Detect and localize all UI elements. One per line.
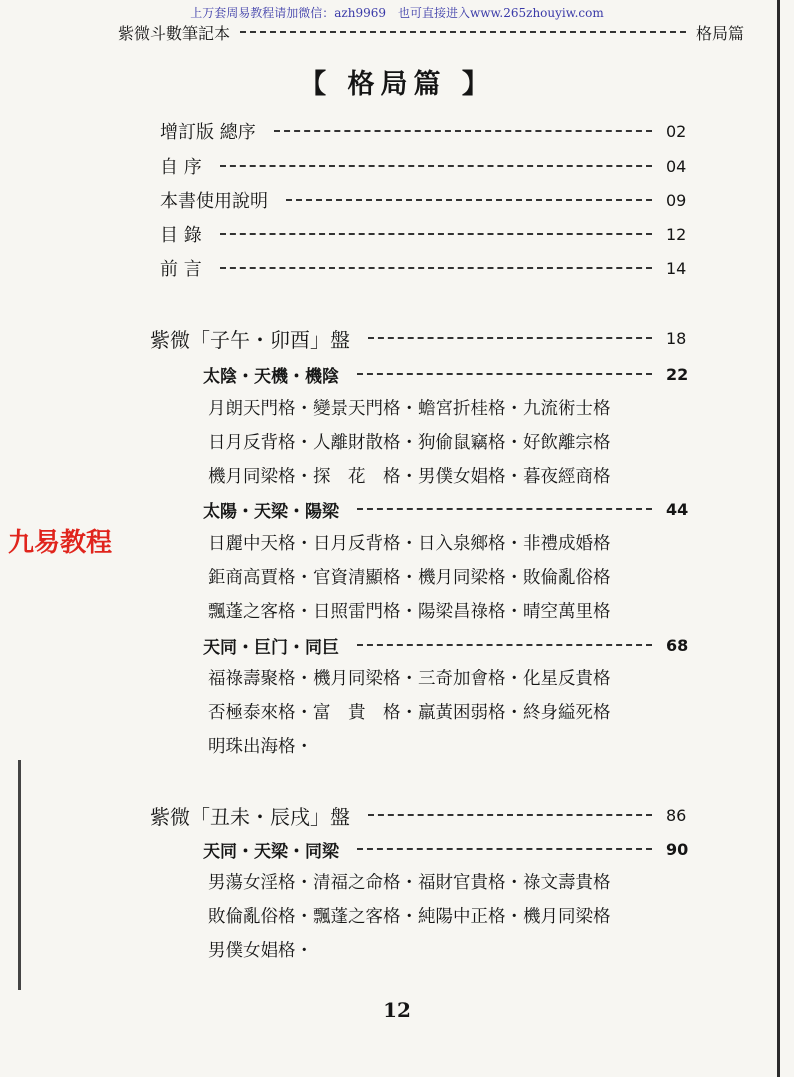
toc-page-number: 14 (666, 258, 687, 278)
pattern-line: 否極泰來格・富 貴 格・羸黃困弱格・終身縊死格 (208, 703, 611, 723)
section-heading (150, 800, 692, 830)
toc-page-number: 18 (666, 328, 687, 348)
pattern-line: 機月同梁格・探 花 格・男僕女娼格・暮夜經商格 (208, 467, 611, 487)
toc-page-number: 68 (666, 635, 689, 655)
toc-page-number: 86 (666, 805, 687, 825)
group-title: 天同・天梁・同梁 (203, 841, 339, 862)
pattern-line: 鉅商高賈格・官資清顯格・機月同梁格・敗倫亂俗格 (208, 568, 611, 588)
dash-leader (357, 508, 652, 510)
toc-entry (160, 151, 692, 181)
pattern-line: 男僕女娼格・ (208, 941, 313, 961)
pattern-line: 飄蓬之客格・日照雷門格・陽梁昌祿格・晴空萬里格 (208, 602, 611, 622)
toc-entry (160, 185, 692, 215)
dash-leader (220, 165, 652, 167)
toc-page-number: 22 (666, 364, 689, 384)
toc-page-number: 90 (666, 839, 689, 859)
pattern-list (208, 866, 678, 968)
pattern-line: 月朗天門格・變景天門格・蟾宮折桂格・九流術士格 (208, 399, 611, 419)
page-title: 【 格局篇 】 (299, 69, 495, 100)
toc-page-number: 04 (666, 156, 687, 176)
book-title: 紫微斗數筆記本 (118, 23, 231, 43)
pattern-line: 日月反背格・人離財散格・狗偷鼠竊格・好飲離宗格 (208, 433, 611, 453)
dash-leader (357, 848, 652, 850)
section-title: 紫微「子午・卯酉」盤 (150, 327, 350, 352)
dash-leader (368, 814, 652, 816)
toc-entry-label: 增訂版 總序 (160, 122, 256, 143)
group-title: 天同・巨门・同巨 (203, 637, 339, 658)
pattern-line: 福祿壽聚格・機月同梁格・三奇加會格・化星反貴格 (208, 669, 611, 689)
ad-line: 上万套周易教程请加微信：azh9969 也可直接进入www.265zhouyiw.com (190, 6, 604, 20)
toc-entry (160, 253, 692, 283)
dash-leader (286, 199, 652, 201)
toc-entry-label: 前 言 (160, 259, 202, 280)
pattern-list (208, 392, 678, 494)
group-title: 太陽・天梁・陽梁 (203, 501, 339, 522)
pattern-list (208, 527, 678, 629)
running-header (118, 20, 744, 44)
page-number: 12 (383, 998, 411, 1022)
section-heading (150, 323, 692, 353)
group-heading (203, 630, 692, 660)
dash-leader (220, 267, 652, 269)
pattern-line: 敗倫亂俗格・飄蓬之客格・純陽中正格・機月同梁格 (208, 907, 611, 927)
toc-page-number: 44 (666, 499, 689, 519)
toc-page-number: 12 (666, 224, 687, 244)
toc-entry (160, 219, 692, 249)
toc-page-number: 09 (666, 190, 687, 210)
toc-entry-label: 本書使用說明 (160, 191, 268, 212)
page-edge (777, 0, 780, 1077)
group-title: 太陰・天機・機陰 (203, 366, 339, 387)
pattern-line: 男蕩女淫格・清福之命格・福財官貴格・祿文壽貴格 (208, 873, 611, 893)
dash-leader (368, 337, 652, 339)
group-heading (203, 494, 692, 524)
dash-leader (357, 373, 652, 375)
toc-entry-label: 自 序 (160, 157, 202, 178)
pattern-list (208, 662, 678, 764)
toc-entry-label: 目 錄 (160, 225, 202, 246)
group-heading (203, 834, 692, 864)
dash-leader (220, 233, 652, 235)
pattern-line: 日麗中天格・日月反背格・日入泉鄉格・非禮成婚格 (208, 534, 611, 554)
dash-leader (274, 130, 652, 132)
dash-leader (357, 644, 652, 646)
watermark: 九易教程 (8, 528, 113, 558)
toc-entry (160, 116, 692, 146)
toc-page-number: 02 (666, 121, 687, 141)
group-heading (203, 359, 692, 389)
pattern-line: 明珠出海格・ (208, 737, 313, 757)
header-dash-leader (240, 31, 686, 33)
binding-mark (18, 760, 21, 990)
chapter-name: 格局篇 (695, 23, 744, 43)
section-title: 紫微「丑未・辰戌」盤 (150, 804, 350, 829)
